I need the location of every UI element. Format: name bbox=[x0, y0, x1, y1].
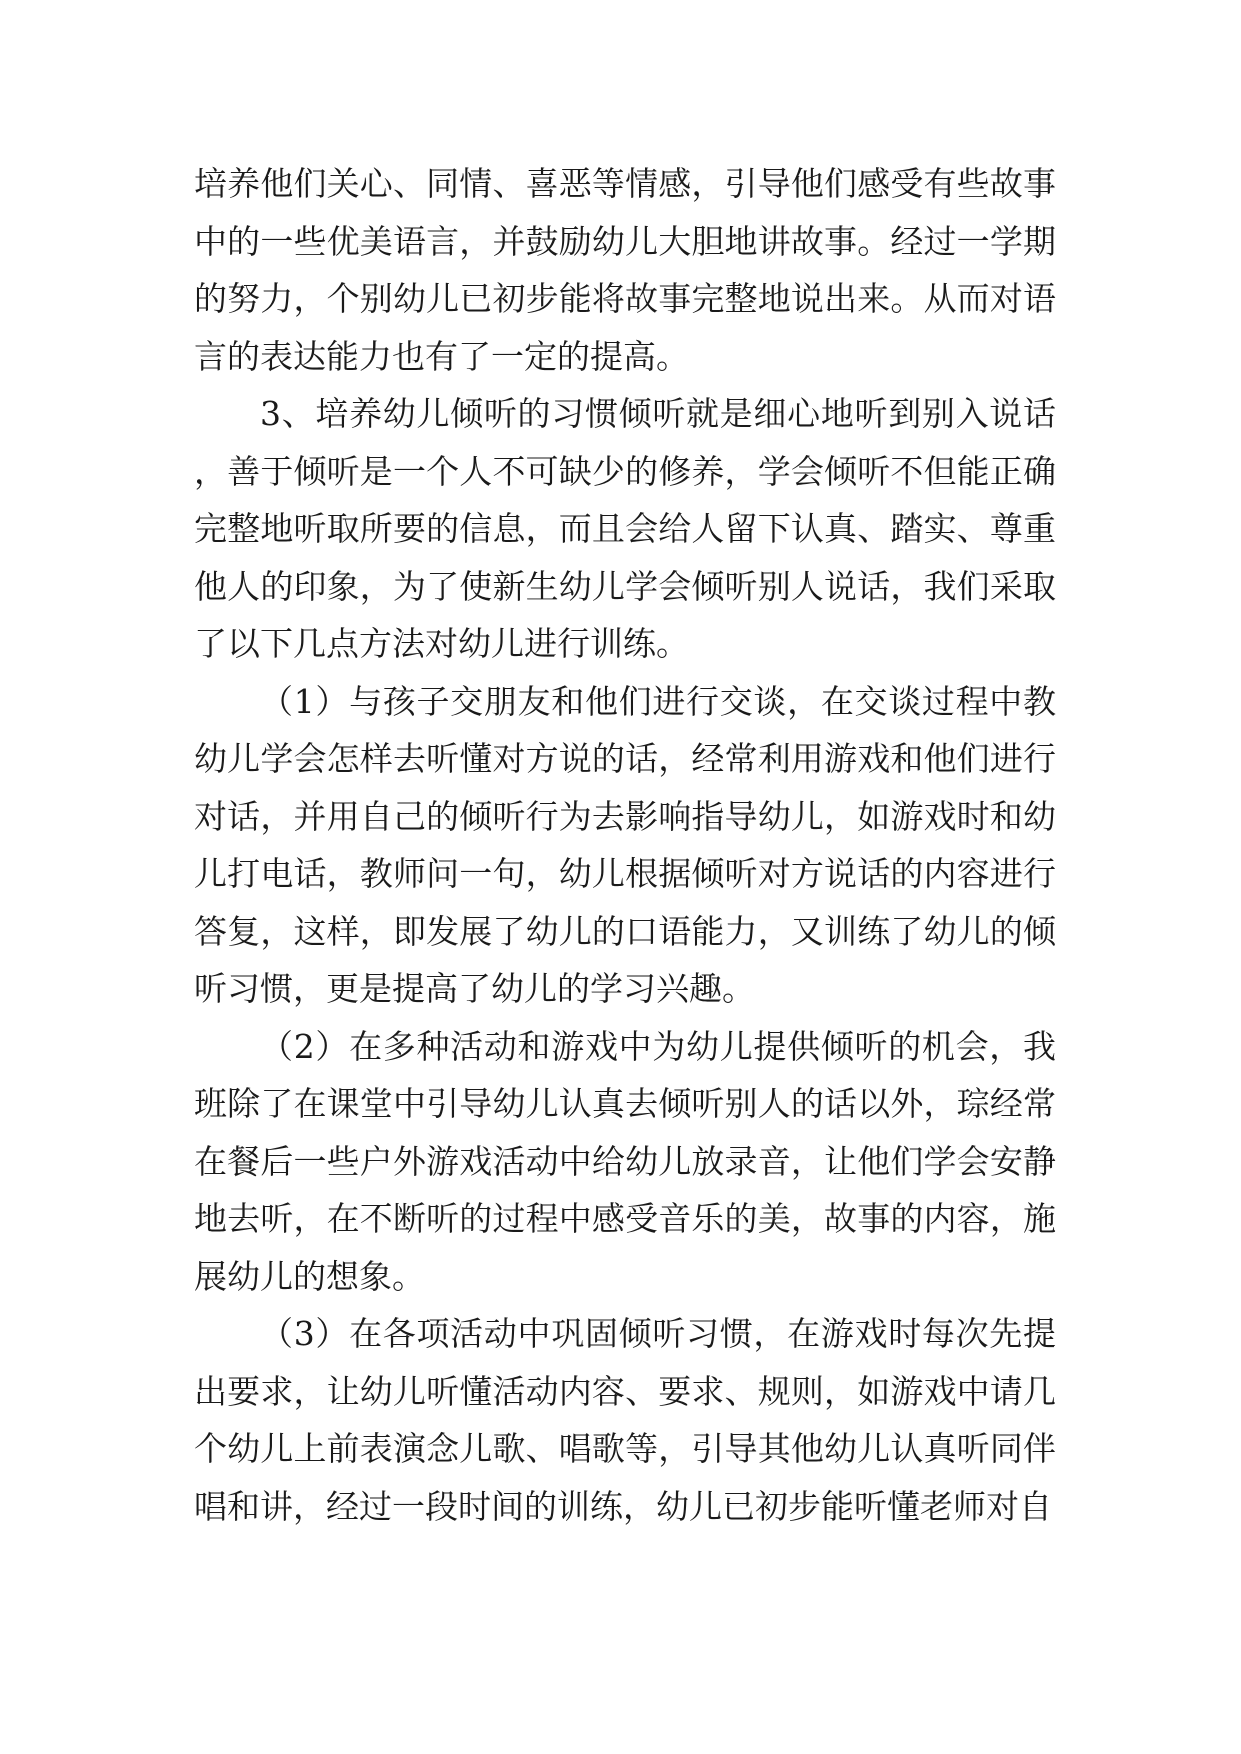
paragraph-5: （3）在各项活动中巩固倾听习惯，在游戏时每次先提出要求，让幼儿听懂活动内容、要求、规则，如游戏中请几个幼儿上前表演念儿歌、唱歌等，引导其他幼儿认真听同伴唱和讲，经过一段时间的训练，幼儿已初步能听懂老师对自 bbox=[194, 1314, 1056, 1526]
paragraph-4: （2）在多种活动和游戏中为幼儿提供倾听的机会，我班除了在课堂中引导幼儿认真去倾听别人的话以外，琮经常在餐后一些户外游戏活动中给幼儿放录音，让他们学会安静地去听，在不断听的过程中感受音乐的美，故事的内容，施展幼儿的想象。 bbox=[194, 1026, 1056, 1296]
paragraph-2: 3、培养幼儿倾听的习惯倾听就是细心地听到别入说话，善于倾听是一个人不可缺少的修养，学会倾听不但能正确完整地听取所要的信息，而且会给人留下认真、踏实、尊重他人的印象，为了使新生幼儿学会倾听别人说话，我们采取了以下几点方法对幼儿进行训练。 bbox=[194, 394, 1056, 663]
paragraph-3: （1）与孩子交朋友和他们进行交谈，在交谈过程中教幼儿学会怎样去听懂对方说的话，经常利用游戏和他们进行对话，并用自己的倾听行为去影响指导幼儿，如游戏时和幼儿打电话，教师问一句，幼儿根据倾听对方说话的内容进行答复，这样，即发展了幼儿的口语能力，又训练了幼儿的倾听习惯，更是提高了幼儿的学习兴趣。 bbox=[194, 681, 1056, 1008]
body-text bbox=[194, 155, 1056, 1535]
paragraph-1: 培养他们关心、同情、喜恶等情感，引导他们感受有些故事中的一些优美语言，并鼓励幼儿大胆地讲故事。经过一学期的努力，个别幼儿已初步能将故事完整地说出来。从而对语言的表达能力也有了一定的提高。 bbox=[194, 164, 1056, 376]
